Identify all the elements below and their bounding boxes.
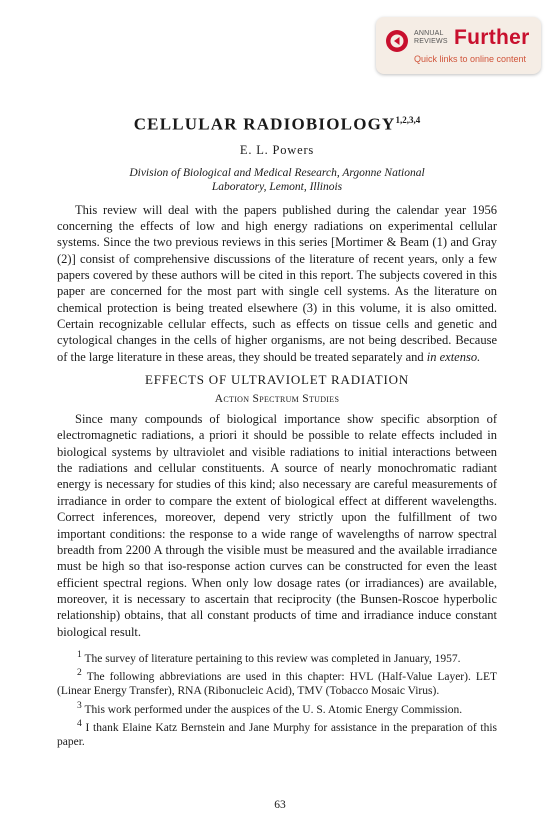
intro-italic-end: in extenso. bbox=[426, 349, 481, 364]
author-name: E. L. Powers bbox=[239, 142, 315, 157]
intro-paragraph bbox=[57, 202, 497, 365]
footnote-mark: 1 bbox=[77, 648, 82, 660]
affiliation bbox=[57, 166, 497, 194]
further-subtitle[interactable]: Quick links to online content bbox=[414, 54, 527, 64]
footnote-text: The survey of literature pertaining to this review was completed in January, 1957. bbox=[84, 652, 461, 665]
footnote-text: The following abbreviations are used in this chapter: HVL (Half-Value Layer). LET (Linear Energy Transfer), RNA (Ribonucleic Acid), TMV (Tobacco Mosaic Virus). bbox=[57, 670, 497, 698]
affiliation-line-2: Laboratory, Lemont, Illinois bbox=[211, 180, 343, 193]
footnote-mark: 2 bbox=[77, 667, 82, 679]
brand-line-1: ANNUAL bbox=[414, 30, 444, 37]
footnote bbox=[57, 666, 497, 699]
footnote bbox=[57, 717, 497, 750]
further-label[interactable]: Further bbox=[454, 26, 530, 49]
subsection-heading: Action Spectrum Studies bbox=[214, 393, 340, 406]
title-footnote-marks: 1,2,3,4 bbox=[395, 115, 421, 125]
article-title bbox=[57, 108, 497, 137]
footnote bbox=[57, 648, 497, 666]
body-paragraph: Since many compounds of biological importance show specific absorption of electromagnetic radiations, a priori it should be possible to relate effects included in biological systems by ultraviolet and visible radiations to initial interactions between the radiations and cellular constituents. A source of nearly monochromatic radiant energy is necessary for studies of this kind; also necessary are careful measurements of irradiance in order to compare the extent of biological effect at different wavelengths. Correct inferences, moreover, depend very strictly upon the fulfillment of two important conditions: the response to a wide range of wavelengths of narrow spectral breadth from 2200 A through the visible must be measured and the available irradiance must be high so that iso-response action curves can be constructed for even the least efficient spectral regions. When only low dosage rates (or irradiances) are available, moreover, it is necessary to ascertain that reciprocity (the Bunsen-Roscoe hyperbolic relationship) obtains, that all constant products of time and irradiance induce constant biological result. bbox=[57, 412, 497, 639]
footnote bbox=[57, 699, 497, 717]
annual-reviews-logo-icon bbox=[385, 29, 409, 53]
further-badge[interactable] bbox=[376, 17, 541, 74]
title-text: CELLULAR RADIOBIOLOGY bbox=[133, 114, 396, 134]
intro-text: This review will deal with the papers published during the calendar year 1956 concerning the effects of low and high energy radiations on experimental cellular systems. Since the two previous reviews in this series [Mortimer & Beam (1) and Gray (2)] consist of comprehensive discussions of the literature of recent years, only a few papers covered by these authors will be cited in this report. The subjects covered in this paper are concerned for the most part with single cell systems. As the literature on chemical protection is being treated elsewhere (3) in this volume, it is also omitted. Certain recognizable cellular effects, such as effects on tissue cells and genetic and cytological changes in the cells of higher organisms, are not being described. Because of the large literature in these areas, they should be treated separately and bbox=[57, 202, 497, 364]
footnote-text: This work performed under the auspices of the U. S. Atomic Energy Commission. bbox=[84, 703, 463, 716]
footnote-mark: 3 bbox=[77, 699, 82, 711]
footnote-text: I thank Elaine Katz Bernstein and Jane Murphy for assistance in the preparation of this paper. bbox=[57, 721, 498, 749]
annual-reviews-wordmark bbox=[414, 30, 448, 46]
footnote-mark: 4 bbox=[77, 718, 82, 730]
section-heading: EFFECTS OF ULTRAVIOLET RADIATION bbox=[144, 372, 410, 388]
footnotes bbox=[57, 648, 497, 750]
brand-line-2: REVIEWS bbox=[414, 38, 448, 45]
article-page bbox=[57, 108, 497, 750]
affiliation-line-1: Division of Biological and Medical Research, Argonne National bbox=[129, 166, 425, 179]
page-number: 63 bbox=[274, 799, 286, 811]
